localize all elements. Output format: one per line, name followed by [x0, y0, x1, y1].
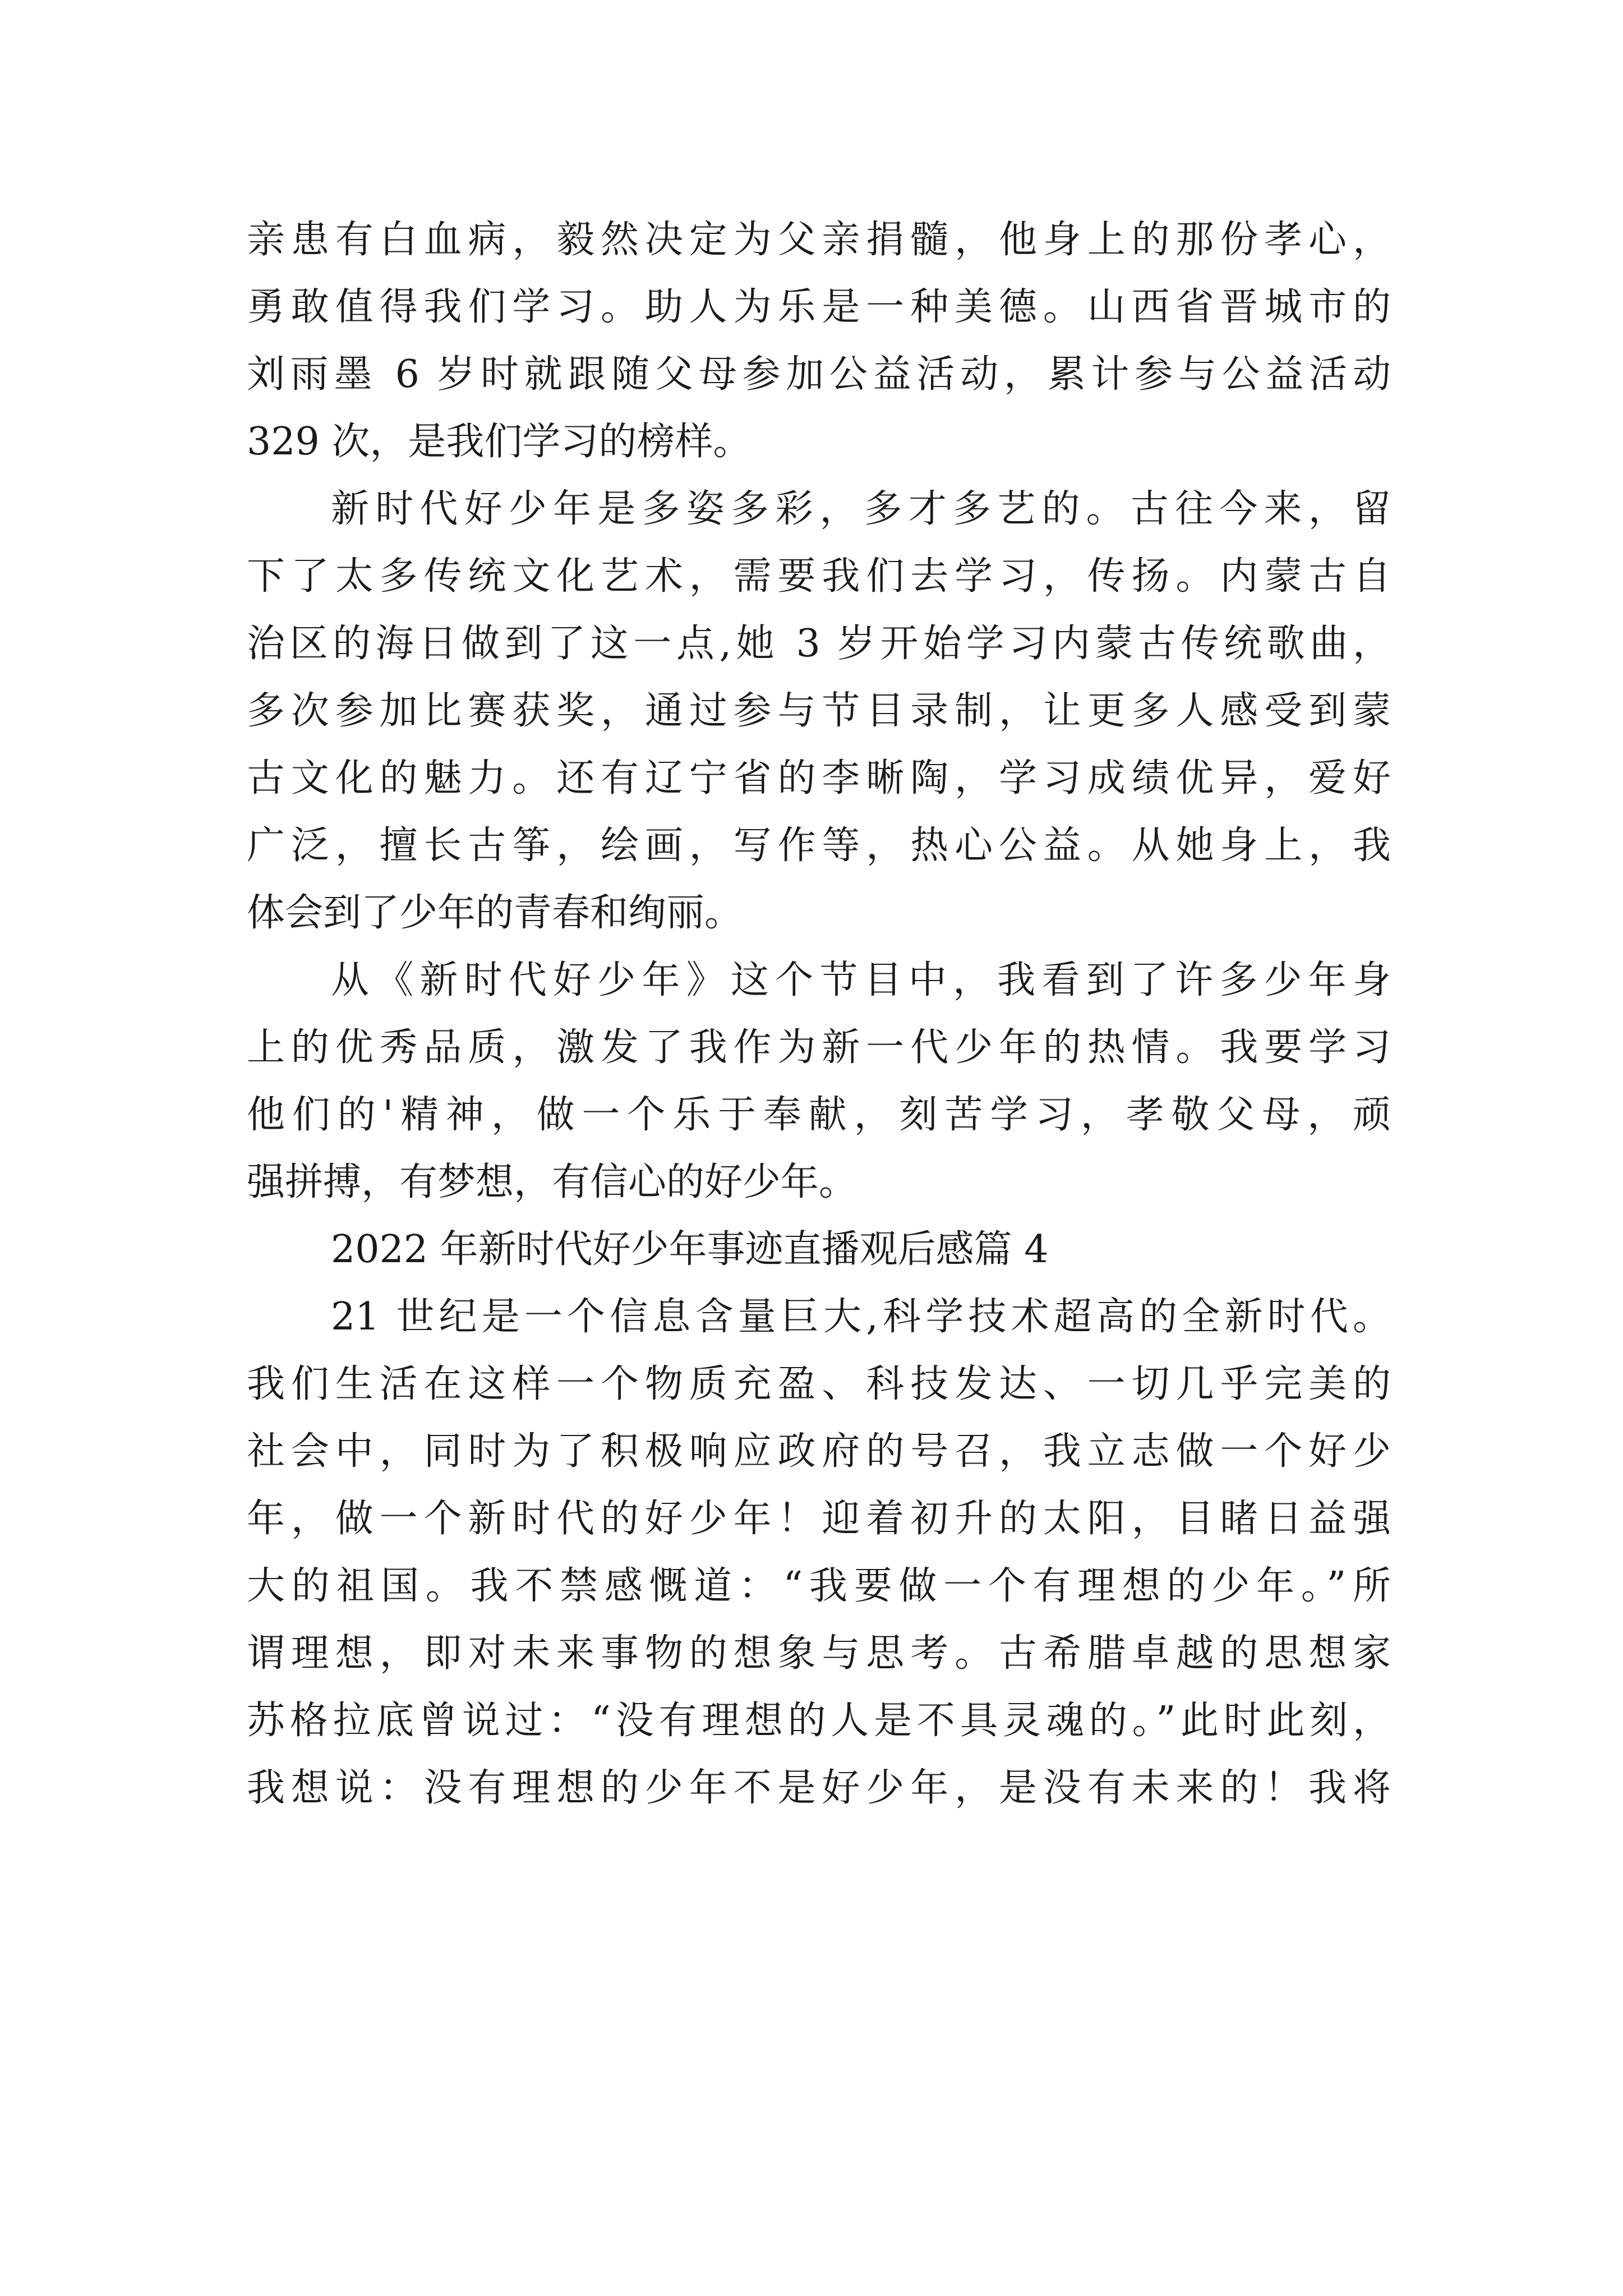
- text-line: 329 次，是我们学习的榜样。: [247, 420, 751, 464]
- text-line: 强拼搏，有梦想，有信心的好少年。: [247, 1160, 857, 1204]
- text-line: 广泛，擅长古筝，绘画，写作等，热心公益。从她身上，我: [247, 823, 1391, 868]
- text-line: 我想说：没有理想的少年不是好少年，是没有未来的！我将: [247, 1766, 1391, 1810]
- text-line: 谓理想，即对未来事物的想象与思考。古希腊卓越的思想家: [247, 1631, 1391, 1676]
- text-line: 大的祖国。我不禁感慨道：“我要做一个有理想的少年。”所: [247, 1564, 1391, 1608]
- text-line: 治区的海日做到了这一点,她 3 岁开始学习内蒙古传统歌曲，: [247, 622, 1391, 666]
- text-line: 苏格拉底曾说过：“没有理想的人是不具灵魂的。”此时此刻，: [247, 1699, 1391, 1743]
- paragraph-first-line: 21 世纪是一个信息含量巨大,科学技术超高的全新时代。: [331, 1295, 1391, 1339]
- text-line: 体会到了少年的青春和绚丽。: [247, 891, 743, 935]
- text-line: 勇敢值得我们学习。助人为乐是一种美德。山西省晋城市的: [247, 285, 1391, 329]
- section-heading: 2022 年新时代好少年事迹直播观后感篇 4: [331, 1227, 1049, 1272]
- text-line: 下了太多传统文化艺术，需要我们去学习，传扬。内蒙古自: [247, 554, 1391, 599]
- text-line: 我们生活在这样一个物质充盈、科技发达、一切几乎完美的: [247, 1362, 1391, 1406]
- paragraph-first-line: 从《新时代好少年》这个节目中，我看到了许多少年身: [331, 958, 1391, 1002]
- text-line: 亲患有白血病，毅然决定为父亲捐髓，他身上的那份孝心，: [247, 218, 1391, 262]
- text-line: 刘雨墨 6 岁时就跟随父母参加公益活动，累计参与公益活动: [247, 352, 1391, 397]
- text-line: 古文化的魅力。还有辽宁省的李晰陶，学习成绩优异，爱好: [247, 756, 1391, 800]
- text-line: 他们的'精神，做一个乐于奉献，刻苦学习，孝敬父母，顽: [247, 1093, 1391, 1137]
- paragraph-first-line: 新时代好少年是多姿多彩，多才多艺的。古往今来，留: [331, 487, 1391, 531]
- text-line: 年，做一个新时代的好少年！迎着初升的太阳，目睹日益强: [247, 1497, 1391, 1541]
- text-line: 社会中，同时为了积极响应政府的号召，我立志做一个好少: [247, 1429, 1391, 1474]
- text-line: 多次参加比赛获奖，通过参与节目录制，让更多人感受到蒙: [247, 689, 1391, 733]
- document-body: [247, 206, 1391, 1822]
- text-line: 上的优秀品质，激发了我作为新一代少年的热情。我要学习: [247, 1025, 1391, 1070]
